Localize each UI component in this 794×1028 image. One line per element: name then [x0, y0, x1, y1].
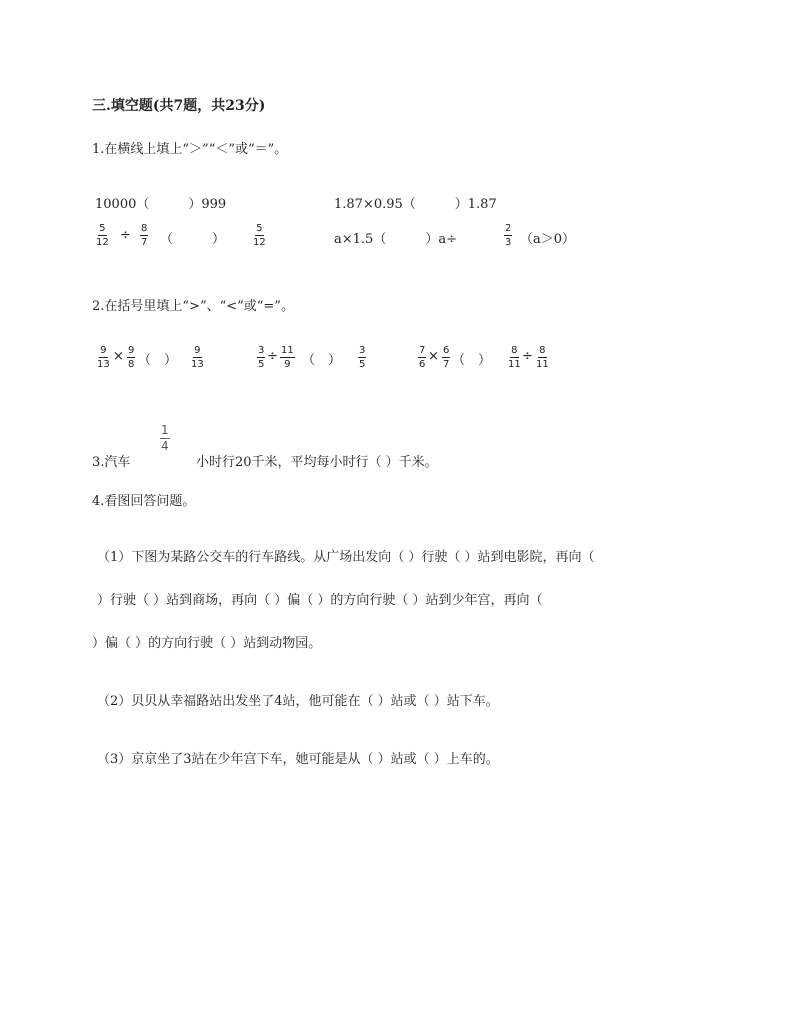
- q4-part3: （3）京京坐了3站在少年宫下车，她可能是从（ ）站或（ ）上车的。: [97, 752, 499, 767]
- answer-parentheses: （ ）: [302, 353, 342, 368]
- q2-e2-frac-3: [358, 345, 366, 370]
- multiply-symbol: ×: [113, 349, 124, 364]
- numerator: 11: [281, 345, 294, 356]
- q2-e1-frac-3: [191, 345, 204, 370]
- denominator: 5: [258, 359, 265, 370]
- numerator: 7: [419, 345, 426, 356]
- q2-prompt: 2.在括号里填上“>”、“<”或“=”。: [92, 299, 294, 314]
- q1-row1-right: 1.87×0.95（ ）1.87: [334, 197, 497, 212]
- answer-parentheses: （ ）: [138, 353, 178, 368]
- numerator: 2: [505, 223, 512, 234]
- q1-r2-frac-2: [140, 223, 148, 248]
- q2-e1-frac-1: [97, 345, 110, 370]
- numerator: 3: [359, 345, 366, 356]
- numerator: 9: [100, 345, 107, 356]
- divide-symbol: ÷: [522, 349, 533, 364]
- denominator: 5: [359, 359, 366, 370]
- denominator: 9: [284, 359, 291, 370]
- denominator: 8: [128, 359, 135, 370]
- q2-e1-frac-2: [127, 345, 135, 370]
- q3-prefix: 3.汽车: [92, 455, 131, 470]
- numerator: 5: [99, 223, 106, 234]
- q4-part1-line3: ）偏（ ）的方向行驶（ ）站到动物园。: [92, 636, 322, 651]
- answer-parentheses: （ ）: [160, 232, 226, 247]
- q1-row2-right-expression: a×1.5（ ）a÷: [334, 232, 457, 247]
- divide-symbol: ÷: [267, 349, 278, 364]
- numerator: 5: [256, 223, 263, 234]
- q1-r2-frac-4: [504, 223, 512, 248]
- denominator: 13: [97, 359, 110, 370]
- denominator: 12: [253, 237, 266, 248]
- q1-r2-frac-1: [96, 223, 109, 248]
- denominator: 4: [161, 439, 169, 453]
- section-title: 三.填空题(共7题，共23分): [92, 98, 266, 114]
- q1-prompt: 1.在横线上填上“＞”“＜”或“＝”。: [92, 142, 288, 157]
- divide-symbol: ÷: [120, 228, 131, 243]
- q3-text: 小时行20千米，平均每小时行（ ）千米。: [196, 455, 438, 470]
- q1-r2-frac-3: [253, 223, 266, 248]
- answer-parentheses: （ ）: [452, 353, 492, 368]
- q3-fraction: [160, 424, 170, 453]
- numerator: 9: [128, 345, 135, 356]
- q4-prompt: 4.看图回答问题。: [92, 494, 196, 509]
- denominator: 11: [536, 359, 549, 370]
- q4-part1-line1: （1）下图为某路公交车的行车路线。从广场出发向（ ）行驶（ ）站到电影院，再向（: [97, 550, 595, 565]
- numerator: 6: [443, 345, 450, 356]
- denominator: 11: [508, 359, 521, 370]
- q4-part2: （2）贝贝从幸福路站出发坐了4站，他可能在（ ）站或（ ）站下车。: [97, 694, 499, 709]
- denominator: 13: [191, 359, 204, 370]
- q2-e2-frac-2: [280, 345, 295, 370]
- numerator: 8: [511, 345, 518, 356]
- denominator: 6: [419, 359, 426, 370]
- denominator: 3: [505, 237, 512, 248]
- multiply-symbol: ×: [428, 349, 439, 364]
- numerator: 9: [194, 345, 201, 356]
- denominator: 7: [443, 359, 450, 370]
- q2-e3-frac-4: [536, 345, 549, 370]
- q1-row2-condition: （a＞0）: [520, 232, 576, 247]
- q2-e3-frac-3: [508, 345, 521, 370]
- numerator: 1: [161, 423, 169, 437]
- numerator: 8: [539, 345, 546, 356]
- q1-row1-left: 10000（ ）999: [95, 197, 227, 212]
- q2-e3-frac-1: [418, 345, 426, 370]
- numerator: 3: [258, 345, 265, 356]
- numerator: 8: [141, 223, 148, 234]
- denominator: 7: [141, 237, 148, 248]
- q2-e3-frac-2: [442, 345, 450, 370]
- q4-part1-line2: ）行驶（ ）站到商场，再向（ ）偏（ ）的方向行驶（ ）站到少年宫，再向（: [97, 593, 543, 608]
- q2-e2-frac-1: [257, 345, 265, 370]
- denominator: 12: [96, 237, 109, 248]
